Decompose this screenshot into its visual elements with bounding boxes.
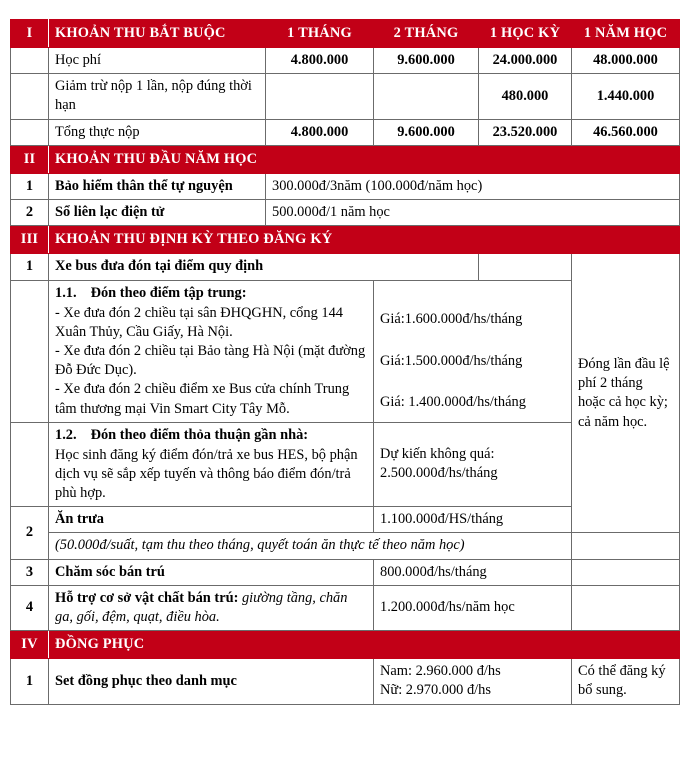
fee-value: 500.000đ/1 năm học (266, 200, 680, 226)
row-number: 1 (11, 254, 49, 280)
table-row (11, 659, 680, 704)
bus-pickup-central-detail (49, 280, 374, 422)
row-number (11, 119, 49, 145)
table-row (11, 585, 680, 630)
bus-nearhome-price (374, 422, 572, 507)
fee-label-hoc-phi: Học phí (49, 48, 266, 74)
uniform-price-female: Nữ: 2.970.000 đ/hs (380, 682, 491, 699)
bus-nearhome-price-lines (380, 445, 565, 483)
section-header-iv (11, 631, 680, 659)
uniform-price-male: Nam: 2.960.000 đ/hs (380, 663, 501, 680)
fee-value: 480.000 (479, 74, 572, 119)
table-row (11, 119, 680, 145)
fee-value: 800.000đ/hs/tháng (374, 559, 572, 585)
section-title-ii: KHOẢN THU ĐẦU NĂM HỌC (49, 145, 680, 173)
fee-label-an-trua: Ăn trưa (49, 507, 374, 533)
bus-price: Giá:1.600.000đ/hs/tháng (380, 311, 523, 328)
row-number: 2 (11, 507, 49, 559)
bus-subsection-1-1-heading (55, 284, 367, 303)
row-number: 1 (11, 659, 49, 704)
an-trua-note: (50.000đ/suất, tạm thu theo tháng, quyết toán ăn thực tế theo năm học) (49, 533, 572, 559)
fee-label-cham-soc-ban-tru: Chăm sóc bán trú (49, 559, 374, 585)
section-roman-ii: II (11, 145, 49, 173)
bus-nearhome-price-line1: Dự kiến không quá: (380, 446, 495, 463)
empty-cell (572, 559, 680, 585)
column-header-1-nam-hoc: 1 NĂM HỌC (572, 20, 680, 48)
bus-subsection-1-2-heading (55, 426, 367, 445)
fee-value: 46.560.000 (572, 119, 680, 145)
section-title-i: KHOẢN THU BẮT BUỘC (49, 20, 266, 48)
bus-route-line: - Xe đưa đón 2 chiều điểm xe Bus cửa chính Trung tâm thương mại Vin Smart City Tây Mỗ. (55, 381, 350, 417)
bus-route-line: - Xe đưa đón 2 chiều tại Bảo tàng Hà Nội (mặt đường Đỗ Đức Dục). (55, 343, 366, 379)
section-header-ii (11, 145, 680, 173)
empty-cell (572, 585, 680, 630)
column-header-1-thang: 1 THÁNG (266, 20, 374, 48)
fee-value: 9.600.000 (374, 48, 479, 74)
bus-subsection-1-1-title: Đón theo điểm tập trung: (90, 284, 247, 301)
bus-price-list (374, 280, 572, 422)
bus-price: Giá:1.500.000đ/hs/tháng (380, 352, 523, 369)
fee-value: 1.440.000 (572, 74, 680, 119)
fee-value: 4.800.000 (266, 48, 374, 74)
school-fee-table (10, 19, 680, 705)
row-number: 3 (11, 559, 49, 585)
bus-subsection-1-1-number: 1.1. (55, 284, 77, 301)
fee-label-so-lien-lac: Sổ liên lạc điện tử (49, 200, 266, 226)
bus-price-stack (380, 290, 565, 411)
fee-label-bao-hiem: Bảo hiểm thân thể tự nguyện (49, 173, 266, 199)
fee-value: 1.200.000đ/hs/năm học (374, 585, 572, 630)
bus-subsection-1-2-title: Đón theo điểm thỏa thuận gần nhà: (90, 426, 309, 443)
bus-price: Giá: 1.400.000đ/hs/tháng (380, 393, 526, 410)
uniform-price-lines (380, 662, 565, 700)
row-number: 2 (11, 200, 49, 226)
fee-label-xe-bus: Xe bus đưa đón tại điểm quy định (49, 254, 479, 280)
bus-nearhome-price-line2: 2.500.000đ/hs/tháng (380, 465, 498, 482)
bus-pickup-nearhome-detail (49, 422, 374, 507)
section-header-iii (11, 226, 680, 254)
fee-value (374, 74, 479, 119)
section-roman-iv: IV (11, 631, 49, 659)
fee-label-set-dong-phuc: Set đồng phục theo danh mục (49, 659, 374, 704)
table-row (11, 48, 680, 74)
bus-route-line: - Xe đưa đón 2 chiều tại sân ĐHQGHN, cổng 144 Xuân Thủy, Cầu Giấy, Hà Nội. (55, 304, 343, 340)
table-row (11, 254, 680, 280)
empty-cell (479, 254, 572, 280)
row-number (11, 48, 49, 74)
uniform-price (374, 659, 572, 704)
section-title-iii: KHOẢN THU ĐỊNH KỲ THEO ĐĂNG KÝ (49, 226, 680, 254)
bus-route-list (55, 304, 367, 419)
row-number: 4 (11, 585, 49, 630)
fee-value: 4.800.000 (266, 119, 374, 145)
fee-value: 48.000.000 (572, 48, 680, 74)
fee-value (266, 74, 374, 119)
table-row (11, 74, 680, 119)
fee-value: 9.600.000 (374, 119, 479, 145)
section-roman-iii: III (11, 226, 49, 254)
fee-label-giam-tru: Giảm trừ nộp 1 lần, nộp đúng thời hạn (49, 74, 266, 119)
table-row (11, 559, 680, 585)
empty-cell (11, 422, 49, 507)
row-number (11, 74, 49, 119)
empty-cell (11, 280, 49, 422)
fee-value: 24.000.000 (479, 48, 572, 74)
bus-subsection-1-2-body: Học sinh đăng ký điểm đón/trả xe bus HES, bộ phận dịch vụ sẽ sắp xếp tuyến và thông báo điểm đón/trả phù hợp. (55, 446, 358, 502)
bus-subsection-1-2-number: 1.2. (55, 426, 77, 443)
payment-note-bus: Đóng lần đầu lệ phí 2 tháng hoặc cả học kỳ; cả năm học. (572, 254, 680, 533)
column-header-1-hoc-ky: 1 HỌC KỲ (479, 20, 572, 48)
section-title-iv: ĐỒNG PHỤC (49, 631, 680, 659)
fee-value: 300.000đ/3năm (100.000đ/năm học) (266, 173, 680, 199)
facility-label-italic: giường tầng, chăn ga, gối, đệm, quạt, điều hòa. (55, 589, 348, 625)
column-header-2-thang: 2 THÁNG (374, 20, 479, 48)
row-number: 1 (11, 173, 49, 199)
facility-label-bold: Hỗ trợ cơ sở vật chất bán trú: (55, 589, 239, 606)
uniform-note: Có thể đăng ký bổ sung. (572, 659, 680, 704)
section-roman-i: I (11, 20, 49, 48)
section-header-i (11, 20, 680, 48)
table-row (11, 173, 680, 199)
fee-value: 23.520.000 (479, 119, 572, 145)
table-row (11, 533, 680, 559)
table-row (11, 200, 680, 226)
fee-label-ho-tro-co-so-vat-chat (49, 585, 374, 630)
fee-label-tong-thuc-nop: Tổng thực nộp (49, 119, 266, 145)
fee-value: 1.100.000đ/HS/tháng (374, 507, 572, 533)
